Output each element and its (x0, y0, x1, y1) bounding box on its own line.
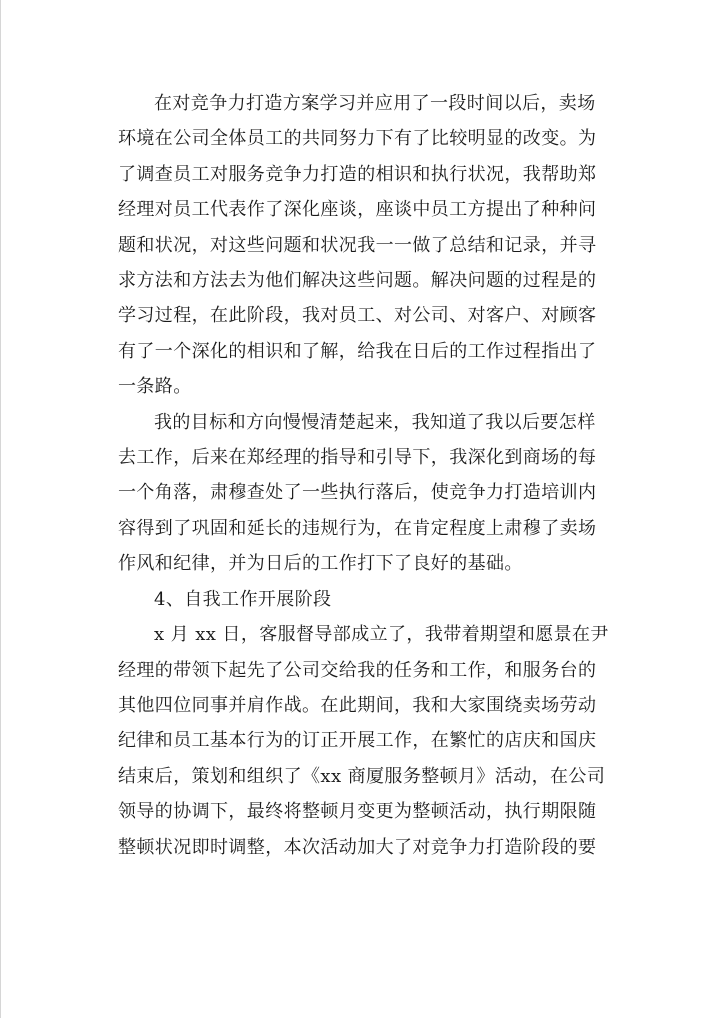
text-line: 去工作，后来在郑经理的指导和引导下，我深化到商场的每 (118, 447, 597, 469)
text-line: 在对竞争力打造方案学习并应用了一段时间以后，卖场 (154, 93, 596, 114)
text-line: 一条路。 (118, 376, 192, 398)
text-line: 整顿状况即时调整，本次活动加大了对竞争力打造阶段的要 (118, 836, 597, 858)
text-line: 容得到了巩固和延长的违规行为，在肯定程度上肃穆了卖场 (118, 517, 597, 539)
text-line: 纪律和员工基本行为的订正开展工作，在繁忙的店庆和国庆 (118, 730, 597, 752)
text-line: 了调查员工对服务竞争力打造的相识和执行状况，我帮助郑 (118, 163, 597, 185)
heading-text: 4、自我工作开展阶段 (154, 588, 332, 610)
text-line: 有了一个深化的相识和了解，给我在日后的工作过程指出了 (118, 340, 597, 362)
text-line: 领导的协调下，最终将整顿月变更为整顿活动，执行期限随 (118, 801, 597, 823)
paragraph-1 (118, 86, 614, 405)
text-line: 经理的带领下起先了公司交给我的任务和工作，和服务台的 (118, 659, 597, 681)
text-line: 环境在公司全体员工的共同努力下有了比较明显的改变。为 (118, 128, 597, 150)
text-line: 学习过程，在此阶段，我对员工、对公司、对客户、对顾客 (118, 305, 597, 327)
text-line: 一个角落，肃穆查处了一些执行落后，使竞争力打造培训内 (118, 482, 597, 504)
document-body (118, 86, 614, 865)
text-line: 结束后，策划和组织了《xx 商厦服务整顿月》活动，在公司 (118, 765, 606, 787)
text-line: 作风和纪律，并为日后的工作打下了良好的基础。 (118, 553, 523, 575)
text-line: 经理对员工代表作了深化座谈，座谈中员工方提出了种种问 (118, 199, 597, 221)
text-line: 题和状况，对这些问题和状况我一一做了总结和记录，并寻 (118, 234, 597, 256)
section-heading (118, 582, 614, 617)
paragraph-2 (118, 405, 614, 582)
paragraph-3 (118, 617, 614, 865)
text-line: x 月 xx 日，客服督导部成立了，我带着期望和愿景在尹 (154, 624, 609, 646)
text-line: 我的目标和方向慢慢清楚起来，我知道了我以后要怎样 (154, 411, 596, 433)
text-line: 求方法和方法去为他们解决这些问题。解决问题的过程是的 (118, 270, 597, 292)
text-line: 其他四位同事并肩作战。在此期间，我和大家围绕卖场劳动 (118, 694, 597, 716)
